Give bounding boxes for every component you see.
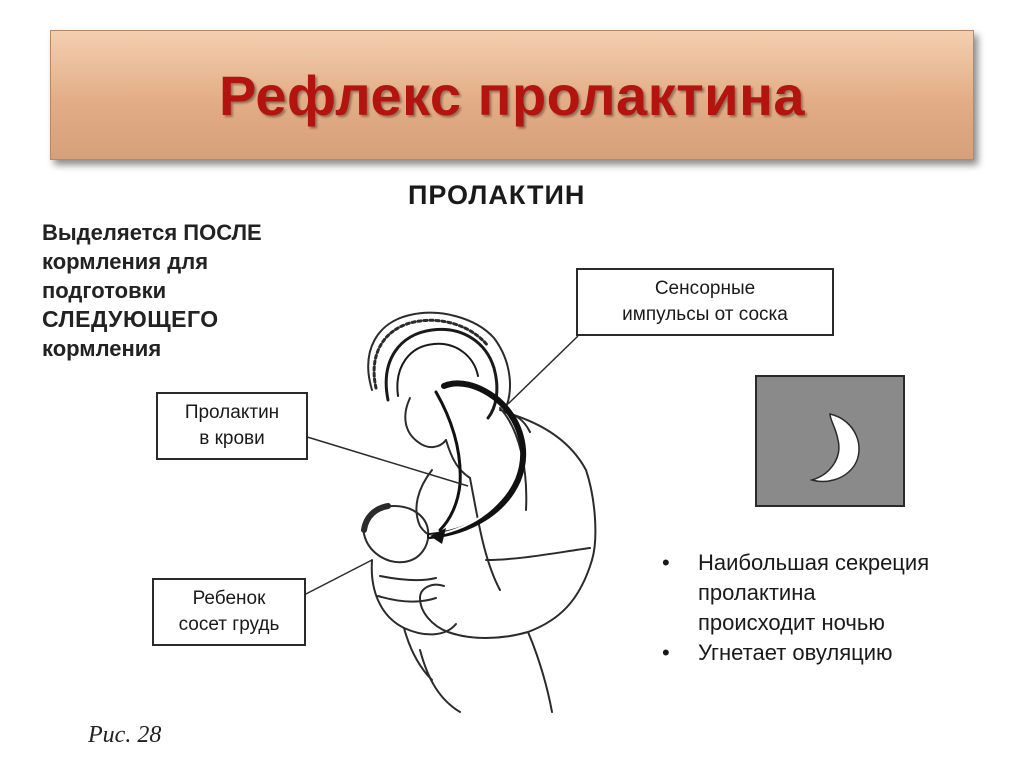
- note-line-1: Выделяется ПОСЛЕ: [42, 220, 262, 245]
- title-banner: [50, 30, 974, 160]
- prolactin-pathway: [436, 392, 460, 530]
- fact-item: [652, 638, 929, 668]
- fact-line: Угнетает овуляцию: [698, 640, 893, 665]
- diagram-heading: ПРОЛАКТИН: [408, 180, 586, 210]
- bullet-icon: •: [662, 640, 670, 665]
- night-box: [756, 376, 904, 506]
- mother-figure: [368, 313, 595, 712]
- sensory-impulses-line-2: импульсы от соска: [622, 304, 788, 325]
- baby-suckles-line-1: Ребенок: [192, 588, 266, 609]
- note-line-4: СЛЕДУЮЩЕГО: [42, 306, 219, 332]
- mother-sleeve-cuff: [486, 548, 590, 560]
- baby-blanket-fold-1: [380, 576, 436, 580]
- prolactin-in-blood-line-2: в крови: [199, 428, 265, 449]
- secretion-note: [42, 218, 262, 363]
- night-panel: [756, 376, 904, 506]
- prolactin-in-blood-box: [156, 392, 308, 460]
- sensor-leader: [508, 336, 578, 404]
- note-line-3: подготовки: [42, 278, 167, 303]
- bullet-icon: •: [662, 550, 670, 575]
- mother-skirt: [420, 650, 460, 712]
- afferent-pathway-inner: [430, 410, 516, 536]
- facts-list: [652, 548, 929, 668]
- baby-leader: [302, 560, 372, 596]
- fact-line: Наибольшая секреция: [698, 550, 930, 575]
- fact-item-continued: [652, 608, 929, 638]
- sensory-impulses-line-1: Сенсорные: [654, 278, 756, 299]
- pathway-arrowhead: [430, 528, 446, 544]
- prolactin-in-blood-line-1: Пролактин: [184, 402, 280, 423]
- leader-lines: [302, 336, 578, 596]
- fact-line: происходит ночью: [698, 610, 885, 635]
- mother-sleeve: [470, 478, 500, 590]
- baby-hair: [364, 506, 388, 530]
- fact-item: [652, 548, 929, 578]
- brain-inner-arc: [397, 344, 478, 396]
- fact-line: пролактина: [698, 580, 816, 605]
- figure-caption: Рис. 28: [88, 722, 162, 748]
- fact-item-continued: [652, 578, 929, 608]
- note-line-5: кормления: [42, 336, 162, 361]
- slide-title: Рефлекс пролактина: [218, 63, 806, 127]
- note-line-2: кормления для: [42, 249, 209, 274]
- mother-face: [405, 398, 446, 447]
- baby-suckles-box: [152, 578, 306, 646]
- baby-blanket-fold-2: [378, 596, 436, 602]
- mother-arm: [448, 560, 592, 638]
- mother-lap: [528, 632, 552, 712]
- baby-suckles-line-2: сосет грудь: [178, 614, 280, 635]
- mother-hand: [420, 585, 448, 632]
- sensory-impulses-box: [576, 268, 834, 336]
